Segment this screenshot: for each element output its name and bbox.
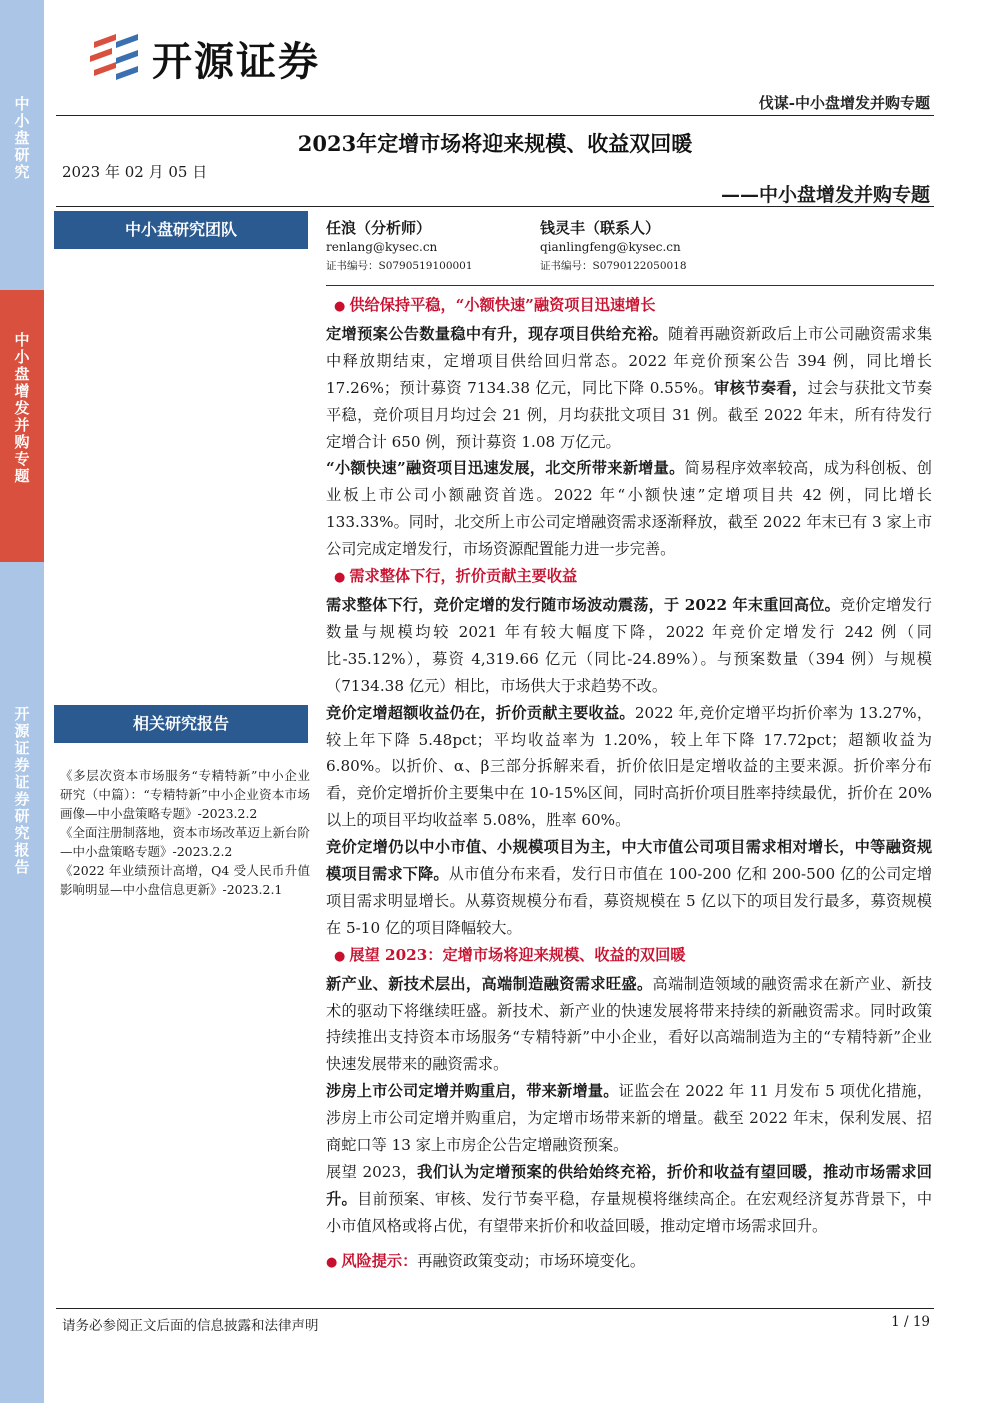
risk-note: ● 风险提示：再融资政策变动；市场环境变化。 (326, 1251, 646, 1270)
bullet-icon: ● (334, 299, 346, 314)
brand-logo (86, 26, 320, 90)
analyst-cert: 证书编号：S0790122050018 (540, 260, 687, 272)
side-label-middle: 中小盘增发并购专题 (14, 331, 30, 485)
section-heading: ● 展望 2023：定增市场将迎来规模、收益的双回暖 (334, 945, 686, 964)
analyst-card (326, 219, 473, 276)
body-paragraph: 需求整体下行，竞价定增的发行随市场波动震荡，于 2022 年末重回高位。竞价定增发行数量与规模均较 2021 年有较大幅度下降，2022 年竞价定增发行 242 例（同比-35.12%），募资 4,319.66 亿元（同比-24.89%）。与预案数量（394 例）与规模（7134.38 亿元）相比，市场供大于求趋势不改。 (326, 595, 932, 695)
footer-disclaimer: 请务必参阅正文后面的信息披露和法律声明 (62, 1318, 319, 1334)
body-paragraph: “小额快速”融资项目迅速发展，北交所带来新增量。简易程序效率较高，成为科创板、创业板上市公司小额融资首选。2022 年“小额快速”定增项目共 42 例，同比增长 133.33%。同时，北交所上市公司定增融资需求逐渐释放，截至 2022 年末已有 3 家上市公司完成定增发行，市场资源配置能力进一步完善。 (326, 459, 933, 559)
analyst-rule (326, 285, 934, 286)
body-paragraph: 涉房上市公司定增并购重启，带来新增量。证监会在 2022 年 11 月发布 5 项优化措施，涉房上市公司定增并购重启，为定增市场带来新的增量。截至 2022 年末，保利发展、招商蛇口等 13 家上市房企公告定增融资预案。 (326, 1082, 933, 1155)
series-label: 伐谋-中小盘增发并购专题 (758, 94, 930, 112)
analyst-card (540, 219, 687, 276)
body-paragraph: 竞价定增仍以中小市值、小规模项目为主，中大市值公司项目需求相对增长，中等融资规模项目需求下降。从市值分布来看，发行日市值在 100-200 亿和 200-500 亿的公司定增项目需求明显增长。从募资规模分布看，募资规模在 5 亿以下的项目发行最多，募资规模在 5-10 亿的项目降幅较大。 (326, 838, 933, 937)
related-reports-list (60, 766, 310, 899)
brand-name: 开源证券 (152, 38, 320, 85)
analyst-email[interactable]: qianlingfeng@kysec.cn (540, 240, 681, 254)
report-title: 2023年定增市场将迎来规模、收益双回暖 (297, 131, 693, 156)
title-rule (56, 206, 934, 207)
report-subtitle: ——中小盘增发并购专题 (720, 184, 930, 206)
section-heading: ● 供给保持平稳，“小额快速”融资项目迅速增长 (334, 296, 656, 314)
section-heading: ● 需求整体下行，折价贡献主要收益 (334, 567, 578, 586)
side-label-bottom: 开源证券 证券研究报告 (14, 705, 30, 876)
body-paragraph: 定增预案公告数量稳中有升，现存项目供给充裕。随着再融资新政后上市公司融资需求集中释放期结束，定增项目供给回归常态。2022 年竞价预案公告 394 例，同比增长 17.26%；预计募资 7134.38 亿元，同比下降 0.55%。审核节奏看，过会与获批文节奏平稳，竞价项目月均过会 21 例，月均获批文项目 31 例。截至 2022 年末，所有待发行定增合计 650 例，预计募资 1.08 万亿元。 (326, 324, 933, 451)
related-report-item[interactable]: 《2022 年业绩预计高增，Q4 受人民币升值影响明显—中小盘信息更新》-2023.2.1 (60, 863, 310, 897)
related-reports-label-box: 相关研究报告 (54, 705, 308, 743)
side-label-top: 中小盘研究 (14, 95, 30, 181)
report-date: 2023 年 02 月 05 日 (62, 163, 208, 181)
analyst-email[interactable]: renlang@kysec.cn (326, 240, 438, 254)
bullet-icon: ● (334, 948, 346, 964)
analyst-cert: 证书编号：S0790519100001 (326, 260, 473, 272)
header-rule (56, 115, 934, 116)
report-body (326, 292, 932, 1277)
team-label-box: 中小盘研究团队 (54, 211, 308, 249)
analyst-name: 钱灵丰（联系人） (540, 219, 661, 237)
body-paragraph: 展望 2023，我们认为定增预案的供给始终充裕，折价和收益有望回暖，推动市场需求回升。目前预案、审核、发行节奏平稳，存量规模将继续高企。在宏观经济复苏背景下，中小市值风格或将占优，有望带来折价和收益回暖，推动定增市场需求回升。 (326, 1163, 933, 1235)
page-number: 1 / 19 (891, 1314, 930, 1330)
related-report-item[interactable]: 《全面注册制落地，资本市场改革迈上新台阶—中小盘策略专题》-2023.2.2 (60, 825, 311, 859)
body-paragraph: 新产业、新技术层出，高端制造融资需求旺盛。高端制造领域的融资需求在新产业、新技术的驱动下将继续旺盛。新技术、新产业的快速发展将带来持续的新融资需求。同时政策持续推出支持资本市场服务“专精特新”中小企业，看好以高端制造为主的“专精特新”企业快速发展带来的融资需求。 (326, 974, 933, 1074)
bullet-icon: ● (326, 1254, 338, 1270)
bullet-icon: ● (334, 570, 346, 586)
brand-logo-mark-icon (86, 28, 140, 88)
side-strip-bottom (0, 562, 44, 1403)
related-report-item[interactable]: 《多层次资本市场服务“专精特新”中小企业研究（中篇）：“专精特新”中小企业资本市场画像—中小盘策略专题》-2023.2.2 (60, 768, 310, 821)
footer-rule (56, 1308, 934, 1309)
analyst-name: 任浪（分析师） (326, 219, 432, 237)
body-paragraph: 竞价定增超额收益仍在，折价贡献主要收益。2022 年,竞价定增平均折价率为 13.27%，较上年下降 5.48pct；平均收益率为 1.20%，较上年下降 17.72pct；超额收益为 6.80%。以折价、α、β三部分拆解来看，折价依旧是定增收益的主要来源。折价率分布看，竞价定增折价主要集中在 10-15%区间，同时高折价项目胜率持续最优，折价在 20%以上的项目平均收益率 5.08%，胜率 60%。 (326, 703, 933, 830)
